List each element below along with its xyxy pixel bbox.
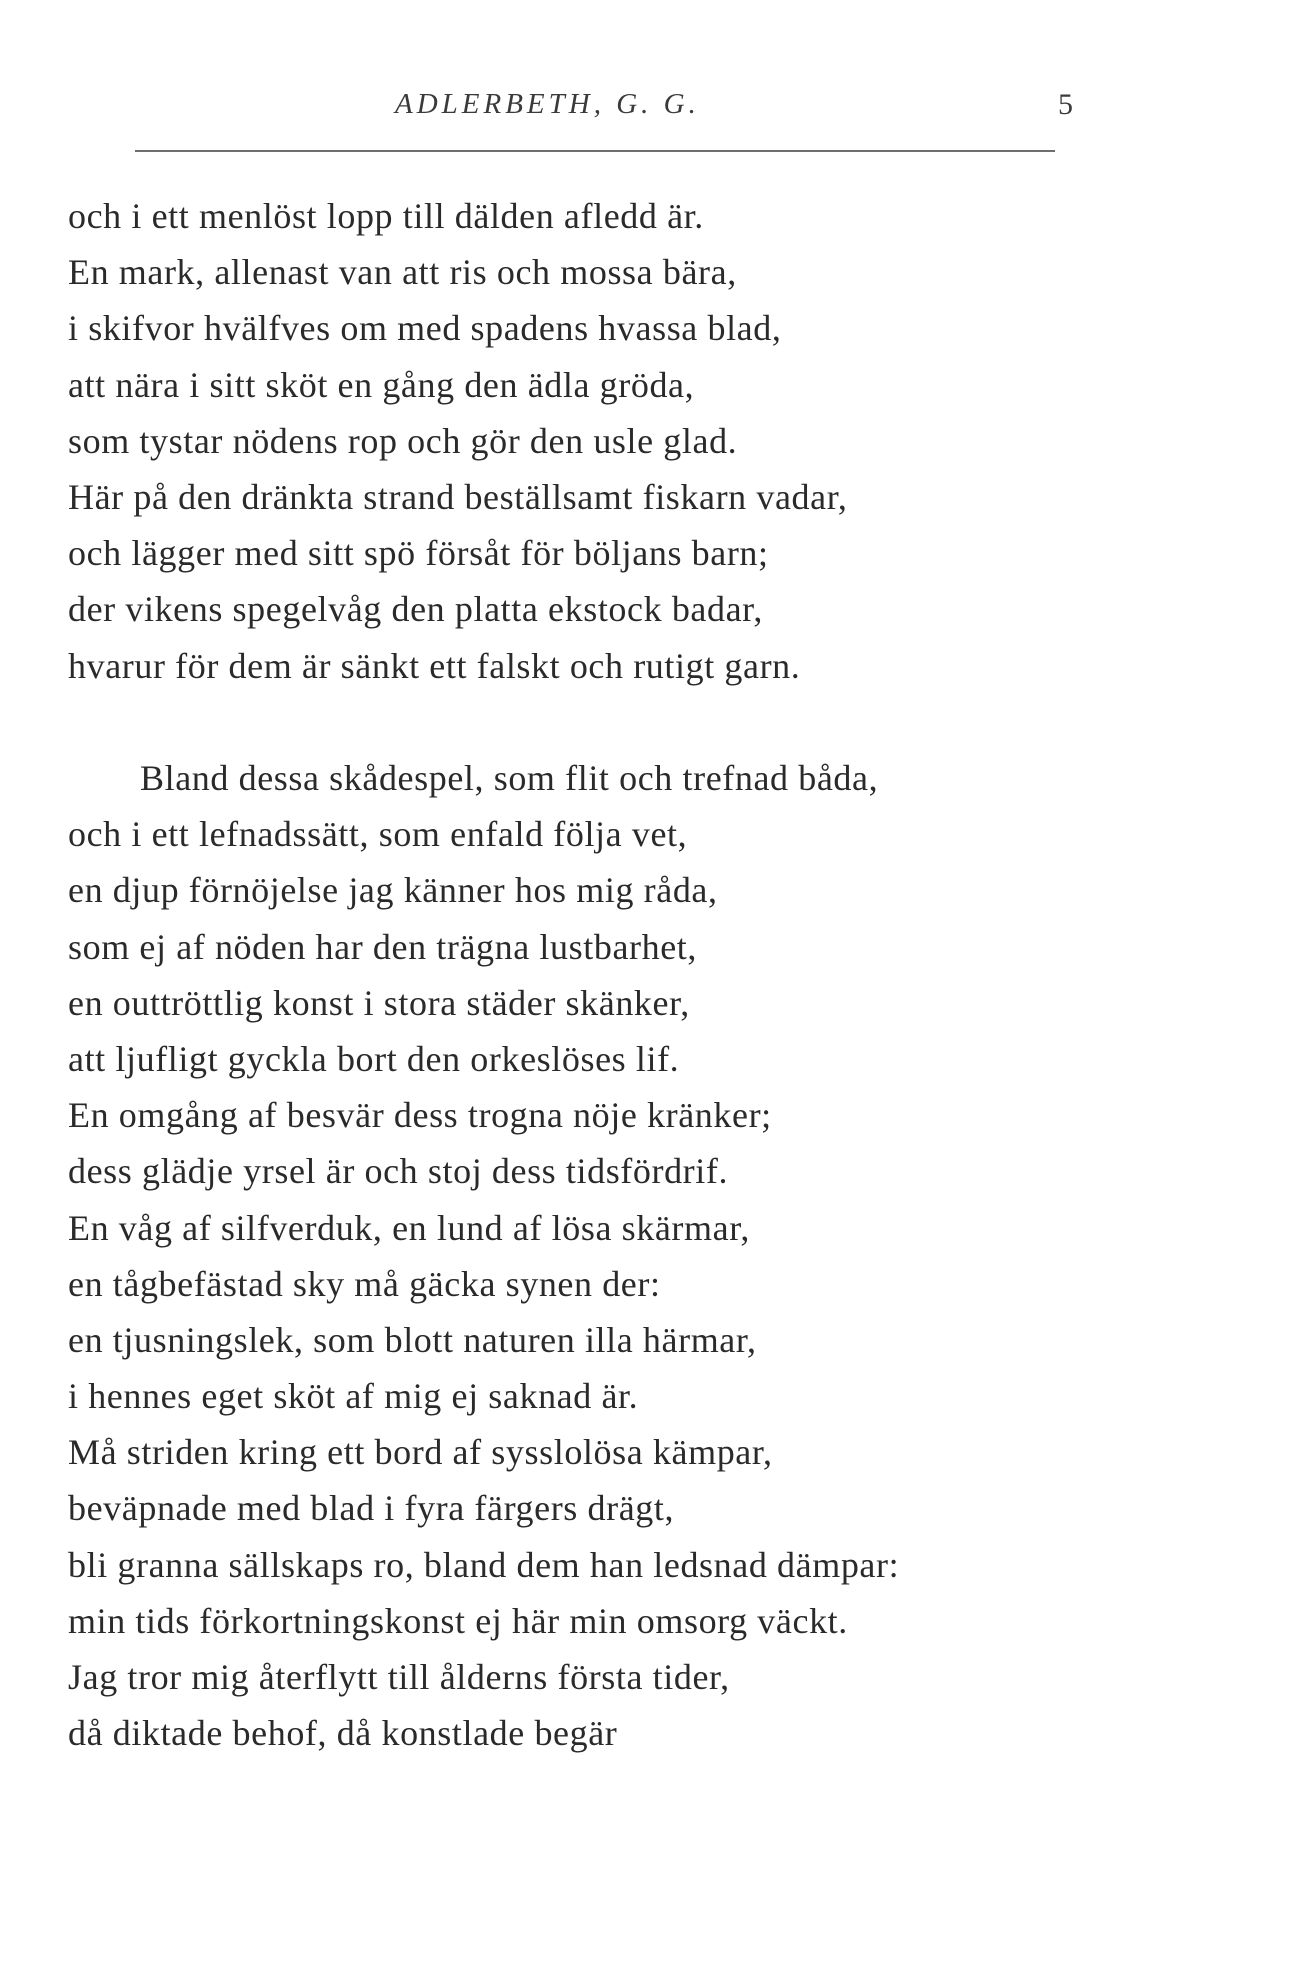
verse-line: En mark, allenast van att ris och mossa bära, [68, 252, 737, 293]
verse-line: Jag tror mig återflytt till ålderns första tider, [68, 1657, 730, 1697]
verse-line: och i ett menlöst lopp till dälden afledd är. [68, 196, 704, 236]
verse-line: En omgång af besvär dess trogna nöje kränker; [68, 1095, 772, 1136]
stanza [68, 750, 1108, 1761]
verse-line: der vikens spegelvåg den platta ekstock badar, [68, 589, 763, 630]
verse-line: och i ett lefnadssätt, som enfald följa vet, [68, 814, 688, 855]
running-title: ADLERBETH, G. G. [395, 88, 700, 120]
verse-line: en djup förnöjelse jag känner hos mig råda, [68, 870, 718, 911]
verse-line: en tjusningslek, som blott naturen illa härmar, [68, 1319, 757, 1360]
verse-line: Bland dessa skådespel, som flit och trefnad båda, [140, 758, 879, 798]
verse-line: som ej af nöden har den trägna lustbarhet, [68, 926, 697, 967]
verse-line: dess glädje yrsel är och stoj dess tidsfördrif. [68, 1151, 729, 1192]
verse-line: som tystar nödens rop och gör den usle glad. [68, 420, 738, 461]
verse-line: en tågbefästad sky må gäcka synen der: [68, 1263, 661, 1304]
verse-line: då diktade behof, då konstlade begär [68, 1713, 618, 1754]
verse-line: att ljufligt gyckla bort den orkeslöses lif. [68, 1038, 680, 1079]
running-head [0, 88, 1300, 128]
verse-line: Här på den dränkta strand beställsamt fiskarn vadar, [68, 476, 848, 517]
verse-line: och lägger med sitt spö försåt för böljans barn; [68, 533, 769, 574]
verse-line: min tids förkortningskonst ej här min omsorg väckt. [68, 1600, 848, 1641]
page-number: 5 [1058, 88, 1073, 121]
verse-line: i skifvor hvälfves om med spadens hvassa blad, [68, 308, 782, 349]
verse-line: beväpnade med blad i fyra färgers drägt, [68, 1488, 675, 1529]
verse-line: en outtröttlig konst i stora städer skänker, [68, 982, 690, 1023]
verse-line: att nära i sitt sköt en gång den ädla gröda, [68, 364, 695, 405]
verse-line: Må striden kring ett bord af sysslolösa kämpar, [68, 1432, 773, 1473]
stanza [68, 188, 1108, 694]
verse-line: bli granna sällskaps ro, bland dem han ledsnad dämpar: [68, 1544, 900, 1585]
verse-line: i hennes eget sköt af mig ej saknad är. [68, 1376, 639, 1417]
header-rule [135, 150, 1055, 152]
verse-line: hvarur för dem är sänkt ett falskt och rutigt garn. [68, 645, 801, 686]
verse-line: En våg af silfverduk, en lund af lösa skärmar, [68, 1207, 750, 1248]
